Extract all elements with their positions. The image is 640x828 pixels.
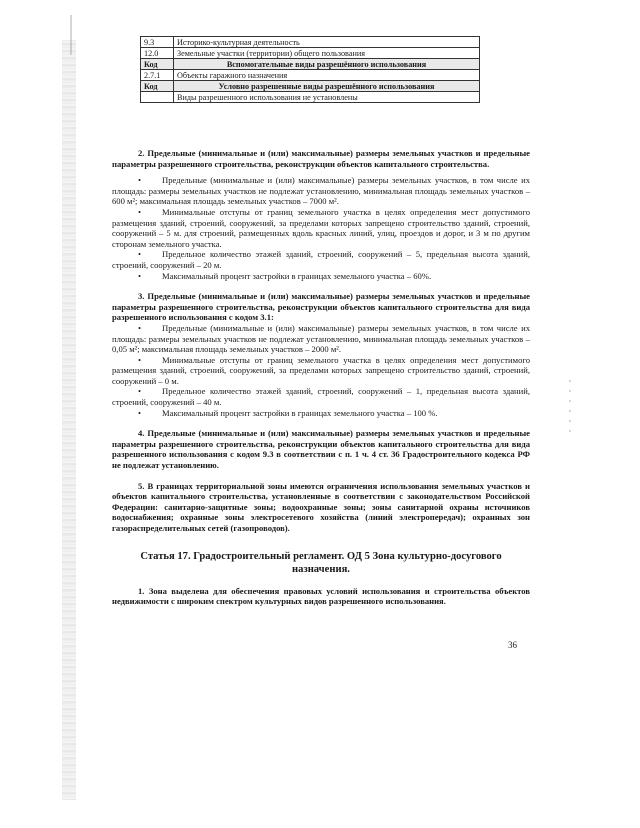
- article-title: Статья 17. Градостроительный регламент. ОД 5 Зона культурно-досугового назначения.: [140, 550, 502, 575]
- section-3-heading: 3. Предельные (минимальные и (или) максимальные) размеры земельных участков и предельные параметры разрешенного строительства, реконструкции объектов капитального строительства для вида разрешенного использования с кодом 3.1:: [112, 291, 530, 323]
- table-cell-code: [141, 92, 174, 103]
- section-2-bullet: • Минимальные отступы от границ земельного участка в целях определения мест допустимого размещения зданий, строений, сооружений, за пределами которых запрещено строительство зданий, строений, сооружений – 5 м. для строений, размещенных вдоль красных линий, улиц, проездов и дорог, и 3 м по другим сторонам земельного участка.: [112, 206, 530, 249]
- section-2-bullet: • Предельное количество этажей зданий, строений, сооружений – 5, предельная высота зданий, строений, сооружений – 20 м.: [112, 249, 530, 270]
- scan-artifact-dots: [569, 380, 571, 440]
- table-cell-text: Объекты гаражного назначения: [174, 70, 480, 81]
- table-cell-code: Код: [141, 81, 174, 92]
- scan-binding-edge: [62, 40, 76, 800]
- table-cell-code: Код: [141, 59, 174, 70]
- table-cell-text: Вспомогательные виды разрешённого использования: [174, 59, 480, 70]
- table-cell-code: 12.0: [141, 48, 174, 59]
- table-row: [141, 37, 480, 48]
- table-cell-text: Историко-культурная деятельность: [174, 37, 480, 48]
- table-row: [141, 48, 480, 59]
- table-header-row: [141, 81, 480, 92]
- section-2-bullet: • Максимальный процент застройки в границах земельного участка – 60%.: [138, 270, 432, 281]
- page-number: 36: [508, 640, 517, 650]
- document-body: [112, 148, 530, 607]
- table-header-row: [141, 59, 480, 70]
- article-paragraph-1: 1. Зона выделена для обеспечения правовых условий использования и строительства объектов недвижимости с широким спектром культурных видов разрешенного использования.: [112, 585, 530, 607]
- section-3-bullet: • Предельные (минимальные и (или) максимальные) размеры земельных участков, в том числе их площадь: размеры земельных участков не подлежат установлению, минимальная площадь земельных участков – 0,05 м²; максимальная площадь земельных участков – 2000 м².: [112, 322, 530, 355]
- table-cell-code: 9.3: [141, 37, 174, 48]
- section-3-bullet: • Предельное количество этажей зданий, строений, сооружений – 1, предельная высота зданий, строений, сооружений – 40 м.: [112, 386, 530, 408]
- table-row: [141, 70, 480, 81]
- scan-artifact-line: [70, 15, 72, 55]
- section-4-paragraph: 4. Предельные (минимальные и (или) максимальные) размеры земельных участков и предельные параметры разрешенного строительства, реконструкции объектов капитального строительства для вида разрешенного использования с кодом 9.3 в соответствии с п. 1 ч. 4 ст. 36 Градостроительного кодекса РФ не подлежат установлению.: [112, 428, 530, 471]
- table-row: [141, 92, 480, 103]
- table-cell-code: 2.7.1: [141, 70, 174, 81]
- section-5-paragraph: 5. В границах территориальной зоны имеются ограничения использования земельных участков и объектов капитального строительства, установленные в соответствии с законодательством Российской Федерации: санитарно-защитные зоны; водоохранные зоны; зоны санитарной охраны источников водоснабжения; охранные зоны электросетевого хозяйства (линий электропередач); охранных зон газораспределительных сетей (газопроводов).: [112, 480, 530, 533]
- section-2-bullet: • Предельные (минимальные и (или) максимальные) размеры земельных участков, в том числе их площадь: размеры земельных участков не подлежат установлению, минимальная площадь земельных участков – 600 м²; максимальная площадь земельных участков – 7000 м².: [112, 175, 530, 207]
- table-cell-text: Земельные участки (территории) общего пользования: [174, 48, 480, 59]
- land-use-codes-table: [140, 36, 480, 103]
- table-cell-text: Условно разрешенные виды разрешённого использования: [174, 81, 480, 92]
- section-3-bullet: • Минимальные отступы от границ земельного участка в целях определения мест допустимого размещения зданий, строений, сооружений, за пределами которых запрещено строительство зданий, строений, сооружений – 0 м.: [112, 354, 530, 386]
- section-3-bullet: • Максимальный процент застройки в границах земельного участка – 100 %.: [138, 407, 438, 418]
- table-cell-text: Виды разрешенного использования не установлены: [174, 92, 480, 103]
- section-2-heading: 2. Предельные (минимальные и (или) максимальные) размеры земельных участков и предельные параметры разрешенного строительства, реконструкции объектов капитального строительства.: [112, 148, 530, 169]
